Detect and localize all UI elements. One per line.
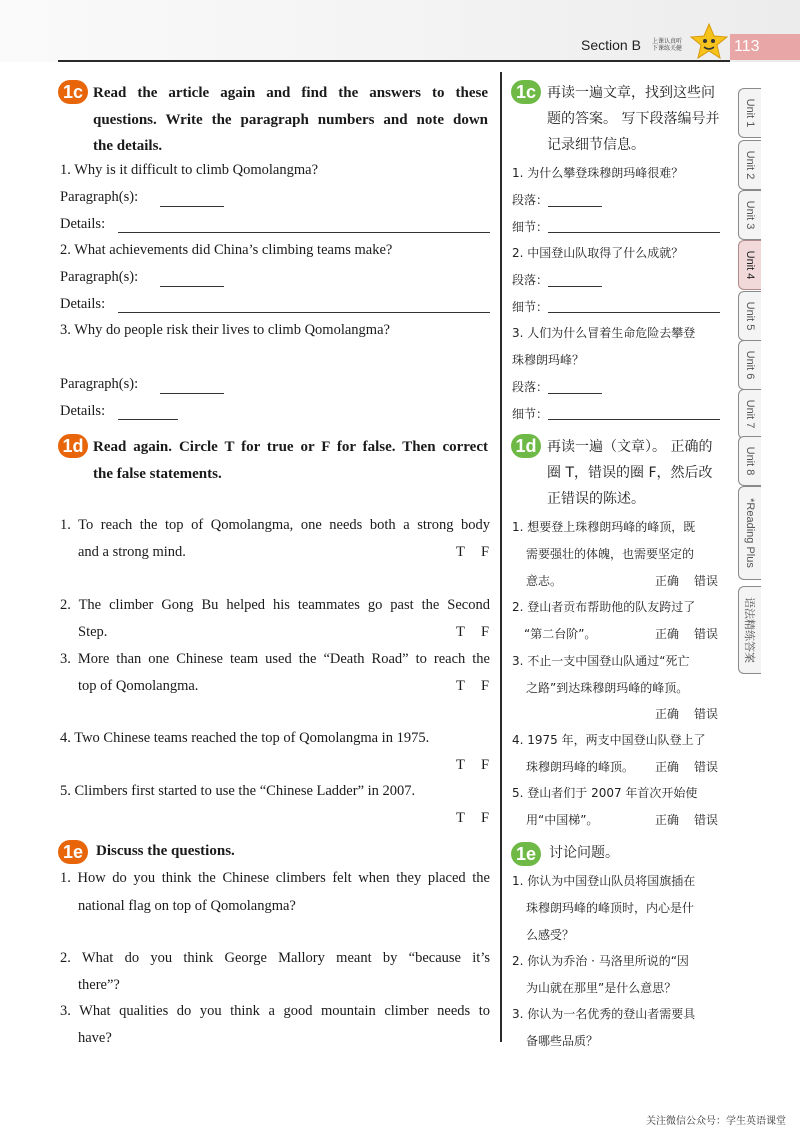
zh-detail-label: 细节： [512, 300, 549, 314]
zh-para-blank[interactable] [548, 286, 602, 287]
details-blank[interactable] [118, 232, 490, 233]
zh-statement-3: 3. 不止一支中国登山队通过“死亡 [512, 654, 690, 668]
false-option[interactable]: F [481, 810, 490, 826]
tab-unit-2[interactable]: Unit 2 [738, 140, 761, 190]
statement-1d-1-cont: and a strong mind. [78, 544, 186, 560]
zh-detail-blank[interactable] [548, 312, 720, 313]
tab-unit-8[interactable]: Unit 8 [738, 436, 761, 486]
zh-para-blank[interactable] [548, 206, 602, 207]
question-1c-3: 3. Why do people risk their lives to climb Qomolangma? [60, 322, 390, 338]
tab-unit-3[interactable]: Unit 3 [738, 190, 761, 240]
false-option[interactable]: F [481, 624, 490, 640]
question-1e-1-cont: national flag on top of Qomolangma? [78, 898, 296, 914]
column-divider [500, 72, 502, 1042]
zh-detail-blank[interactable] [548, 419, 720, 420]
false-option[interactable]: F [481, 757, 490, 773]
zh-statement-1-cont: 需要强壮的体魄，也需要坚定的 [526, 547, 695, 561]
paragraph-blank[interactable] [160, 393, 224, 394]
statement-1d-5: 5. Climbers first started to use the “Chinese Ladder” in 2007. [60, 783, 416, 799]
question-1c-1: 1. Why is it difficult to climb Qomolangma? [60, 162, 319, 178]
statement-1d-2: 2. The climber Gong Bu helped his teammates go past the Second [60, 597, 490, 613]
heading-1c: Read the article again and find the answers to these questions. Write the paragraph numbers and note down the details. [93, 85, 488, 154]
paragraph-blank[interactable] [160, 286, 224, 287]
zh-false-option[interactable]: 错误 [694, 627, 719, 641]
statement-1d-3: 3. More than one Chinese team used the “Death Road” to reach the [60, 651, 490, 667]
zh-question-3-cont: 珠穆朗玛峰？ [512, 353, 585, 367]
zh-discuss-1-cont: 珠穆朗玛峰的峰顶时，内心是什 [526, 901, 695, 915]
heading-zh-1c: 再读一遍文章，找到这些问 题的答案。 写下段落编号并 记录细节信息。 [547, 85, 720, 153]
badge-zh-1c: 1c [511, 80, 541, 104]
zh-statement-5-cont: 用“中国梯”。 [526, 813, 599, 827]
zh-true-option[interactable]: 正确 [655, 707, 680, 721]
zh-para-label: 段落： [512, 273, 549, 287]
statement-1d-3-cont: top of Qomolangma. [78, 678, 199, 694]
section-slogan: 上课认真听 下课练关健 [652, 38, 683, 52]
zh-false-option[interactable]: 错误 [694, 760, 719, 774]
details-label: Details: [60, 296, 106, 312]
statement-1d-1: 1. To reach the top of Qomolangma, one needs both a strong body [60, 517, 490, 533]
badge-zh-1e: 1e [511, 842, 541, 866]
zh-discuss-2: 2. 你认为乔治 · 马洛里所说的“因 [512, 954, 689, 968]
header-rule [58, 60, 730, 62]
page-number: 113 [730, 34, 800, 60]
heading-1d: Read again. Circle T for true or F for false. Then correct the false statements. [93, 439, 488, 482]
tab-grammar-answers[interactable]: 语法精练答案 [738, 586, 761, 674]
zh-true-option[interactable]: 正确 [655, 760, 680, 774]
zh-statement-2-cont: “第二台阶”。 [524, 627, 597, 641]
question-1e-2-cont: there”? [78, 977, 120, 993]
star-mascot-icon [690, 22, 728, 62]
true-option[interactable]: T [456, 810, 465, 826]
zh-detail-blank[interactable] [548, 232, 720, 233]
details-blank[interactable] [118, 419, 178, 420]
zh-statement-5: 5. 登山者们于 2007 年首次开始使 [512, 786, 698, 800]
zh-statement-4: 4. 1975 年，两支中国登山队登上了 [512, 733, 706, 747]
zh-statement-1: 1. 想要登上珠穆朗玛峰的峰顶，既 [512, 520, 696, 534]
section-label: Section B [581, 37, 641, 53]
zh-discuss-1: 1. 你认为中国登山队员将国旗插在 [512, 874, 696, 888]
statement-1d-2-cont: Step. [78, 624, 108, 640]
false-option[interactable]: F [481, 544, 490, 560]
question-1e-2: 2. What do you think George Mallory meant by “because it’s [60, 950, 490, 966]
true-option[interactable]: T [456, 678, 465, 694]
false-option[interactable]: F [481, 678, 490, 694]
heading-zh-1e: 讨论问题。 [549, 845, 619, 861]
zh-statement-2: 2. 登山者贡布帮助他的队友跨过了 [512, 600, 696, 614]
tab-unit-7[interactable]: Unit 7 [738, 389, 761, 439]
statement-1d-4: 4. Two Chinese teams reached the top of Qomolangma in 1975. [60, 730, 430, 746]
zh-question-3: 3. 人们为什么冒着生命危险去攀登 [512, 326, 696, 340]
details-blank[interactable] [118, 312, 490, 313]
zh-true-option[interactable]: 正确 [655, 574, 680, 588]
question-1e-1: 1. How do you think the Chinese climbers felt when they placed the [60, 870, 490, 886]
badge-1c: 1c [58, 80, 88, 104]
heading-1e: Discuss the questions. [96, 843, 235, 859]
zh-false-option[interactable]: 错误 [694, 707, 719, 721]
zh-statement-4-cont: 珠穆朗玛峰的峰顶。 [526, 760, 635, 774]
details-label: Details: [60, 403, 106, 419]
zh-detail-label: 细节： [512, 407, 549, 421]
zh-false-option[interactable]: 错误 [694, 574, 719, 588]
zh-question-1: 1. 为什么攀登珠穆朗玛峰很难？ [512, 166, 684, 180]
true-option[interactable]: T [456, 757, 465, 773]
zh-para-label: 段落： [512, 380, 549, 394]
header-band [0, 0, 800, 62]
tab-unit-5[interactable]: Unit 5 [738, 291, 761, 341]
true-option[interactable]: T [456, 544, 465, 560]
paragraph-label: Paragraph(s): [60, 376, 139, 392]
zh-statement-3-cont: 之路”到达珠穆朗玛峰的峰顶。 [526, 681, 689, 695]
zh-detail-label: 细节： [512, 220, 549, 234]
question-1e-3-cont: have? [78, 1030, 112, 1046]
tab-unit-1[interactable]: Unit 1 [738, 88, 761, 138]
badge-1d: 1d [58, 434, 88, 458]
question-1e-3: 3. What qualities do you think a good mountain climber needs to [60, 1003, 490, 1019]
tab-reading-plus[interactable]: *Reading Plus [738, 486, 761, 580]
question-1c-2: 2. What achievements did China’s climbing teams make? [60, 242, 393, 258]
true-option[interactable]: T [456, 624, 465, 640]
paragraph-label: Paragraph(s): [60, 189, 139, 205]
zh-question-2: 2. 中国登山队取得了什么成就？ [512, 246, 684, 260]
tab-unit-6[interactable]: Unit 6 [738, 340, 761, 390]
footer-watermark: 关注微信公众号：学生英语课堂 [646, 1116, 786, 1127]
zh-statement-1-cont2: 意志。 [526, 574, 563, 588]
tab-unit-4[interactable]: Unit 4 [738, 240, 761, 290]
zh-false-option[interactable]: 错误 [694, 813, 719, 827]
paragraph-label: Paragraph(s): [60, 269, 139, 285]
paragraph-blank[interactable] [160, 206, 224, 207]
zh-discuss-2-cont: 为山就在那里”是什么意思？ [526, 981, 677, 995]
zh-true-option[interactable]: 正确 [655, 627, 680, 641]
zh-true-option[interactable]: 正确 [655, 813, 680, 827]
zh-para-label: 段落： [512, 193, 549, 207]
badge-zh-1d: 1d [511, 434, 541, 458]
badge-1e: 1e [58, 840, 88, 864]
details-label: Details: [60, 216, 106, 232]
zh-discuss-3-cont: 备哪些品质？ [526, 1034, 599, 1048]
zh-discuss-1-cont2: 么感受？ [526, 928, 575, 942]
zh-para-blank[interactable] [548, 393, 602, 394]
zh-discuss-3: 3. 你认为一名优秀的登山者需要具 [512, 1007, 696, 1021]
heading-zh-1d: 再读一遍（文章）。 正确的 圈 T，错误的圈 F，然后改 正错误的陈述。 [547, 439, 713, 507]
